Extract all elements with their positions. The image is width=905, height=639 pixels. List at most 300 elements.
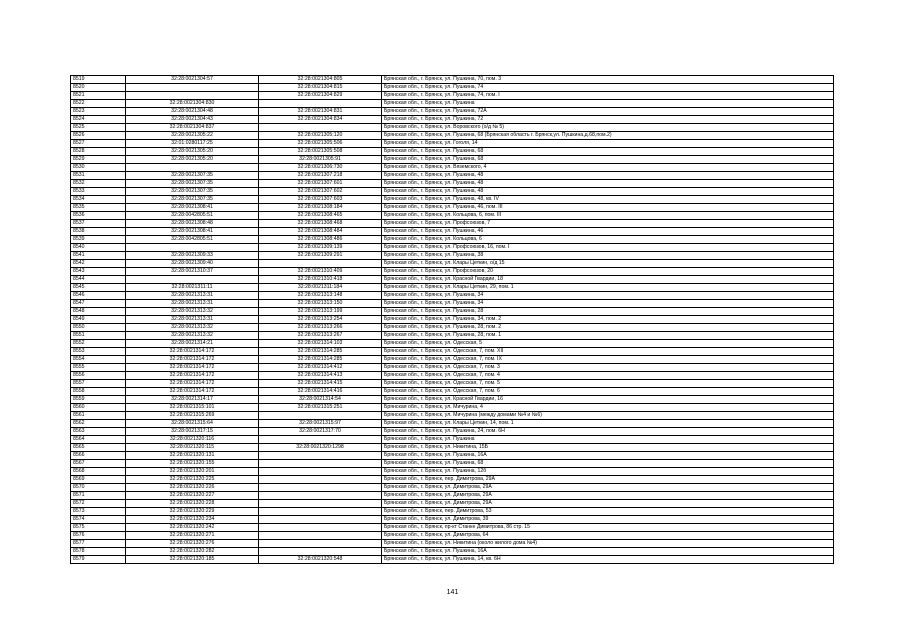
address-cell: Брянская обл., г. Брянск, ул. Профсоюзов, 20 [382,268,834,276]
table-row [71,100,834,108]
row-number-cell: 8570 [71,484,126,492]
address-cell: Брянская обл., г. Брянск, ул. Кольцова, 6, пом. III [382,212,834,220]
table-row [71,412,834,420]
table-row [71,212,834,220]
object-number-cell: 32:28:0021310:418 [259,276,382,284]
table-row [71,444,834,452]
parcel-number-cell: 32:28:0021305:22 [126,132,259,140]
object-number-cell: 32:28:0021309:291 [259,252,382,260]
row-number-cell: 8576 [71,532,126,540]
parcel-number-cell: 32:28:0021314:172 [126,348,259,356]
table-row [71,540,834,548]
table-row [71,76,834,84]
address-cell: Брянская обл., г. Брянск, ул. Пушкина, 38 [382,252,834,260]
table-row [71,388,834,396]
parcel-number-cell: 32:28:0021315:269 [126,412,259,420]
address-cell: Брянская обл., г. Брянск, ул. Кольцова, 6 [382,236,834,244]
object-number-cell: 32:28:0021308:484 [259,228,382,236]
address-cell: Брянская обл., г. Брянск, ул. Пушкина, 28, пом. 1 [382,332,834,340]
row-number-cell: 8561 [71,412,126,420]
parcel-number-cell: 32:28:0021320:225 [126,476,259,484]
table-row [71,508,834,516]
object-number-cell: 32:28:0021305:120 [259,132,382,140]
parcel-number-cell [126,92,259,100]
row-number-cell: 8547 [71,300,126,308]
address-cell: Брянская обл., г. Брянск, ул. Пушкина [382,100,834,108]
table-row [71,476,834,484]
parcel-number-cell: 32:28:0021320:116 [126,436,259,444]
row-number-cell: 8532 [71,180,126,188]
table-row [71,244,834,252]
parcel-number-cell: 32:28:0021320:226 [126,484,259,492]
row-number-cell: 8539 [71,236,126,244]
row-number-cell: 8548 [71,308,126,316]
parcel-number-cell [126,276,259,284]
row-number-cell: 8579 [71,556,126,564]
parcel-number-cell: 32:28:0021310:37 [126,268,259,276]
address-cell: Брянская обл., г. Брянск, ул. Одесская, 5 [382,340,834,348]
row-number-cell: 8524 [71,116,126,124]
table-row [71,300,834,308]
address-cell: Брянская обл., г. Брянск, ул. Пушкина, 68 [382,156,834,164]
parcel-number-cell: 32:28:0021304:830 [126,100,259,108]
table-row [71,332,834,340]
row-number-cell: 8534 [71,196,126,204]
address-cell: Брянская обл., г. Брянск, ул. Димитрова, 29А [382,492,834,500]
address-cell: Брянская обл., г. Брянск, ул. Пушкина, 16А [382,548,834,556]
parcel-number-cell: 32:28:0021314:172 [126,372,259,380]
table-row [71,140,834,148]
address-cell: Брянская обл., г. Брянск, ул. Димитрова, 64 [382,532,834,540]
parcel-number-cell: 32:28:0021313:31 [126,316,259,324]
table-row [71,172,834,180]
row-number-cell: 8559 [71,396,126,404]
table-row [71,116,834,124]
table-row [71,284,834,292]
address-cell: Брянская обл., г. Брянск, ул. Пушкина, 72А [382,108,834,116]
object-number-cell: 32:28:0021310:409 [259,268,382,276]
table-row [71,236,834,244]
parcel-number-cell: 32:28:0021305:20 [126,148,259,156]
table-row [71,532,834,540]
parcel-number-cell: 32:01:0280117:25 [126,140,259,148]
row-number-cell: 8553 [71,348,126,356]
parcel-number-cell: 32:28:0021304:48 [126,108,259,116]
object-number-cell [259,524,382,532]
object-number-cell: 32:28:0021314:285 [259,356,382,364]
object-number-cell [259,468,382,476]
address-cell: Брянская обл., г. Брянск, ул. Пушкина, 34 [382,292,834,300]
row-number-cell: 8529 [71,156,126,164]
row-number-cell: 8567 [71,460,126,468]
address-cell: Брянская обл., г. Брянск, ул. Профсоюзов, 16, пом. I [382,244,834,252]
address-cell: Брянская обл., г. Брянск, ул. Пушкина, 28, пом. 2 [382,324,834,332]
object-number-cell: 32:28:0021307:602 [259,188,382,196]
address-cell: Брянская обл., г. Брянск, ул. Одесская, 7, пом. 4 [382,372,834,380]
address-cell: Брянская обл., г. Брянск, ул. Пушкина, 68 [382,148,834,156]
object-number-cell: 32:28:0021320:1298 [259,444,382,452]
parcel-number-cell: 32:28:0042805:51 [126,212,259,220]
parcel-number-cell: 32:28:0021309:40 [126,260,259,268]
row-number-cell: 8522 [71,100,126,108]
row-number-cell: 8557 [71,380,126,388]
parcel-number-cell: 32:28:0021320:131 [126,452,259,460]
parcel-number-cell [126,244,259,252]
row-number-cell: 8523 [71,108,126,116]
parcel-number-cell: 32:28:0021307:35 [126,172,259,180]
row-number-cell: 8536 [71,212,126,220]
object-number-cell: 32:28:0021314:413 [259,372,382,380]
address-cell: Брянская обл., г. Брянск, ул. Пушкина, 68 (Брянская область г. Брянск,ул. Пушкина,д.68,пом.2) [382,132,834,140]
object-number-cell: 32:28:0021317:70 [259,428,382,436]
object-number-cell: 32:28:0021304:831 [259,108,382,116]
table-row [71,460,834,468]
row-number-cell: 8531 [71,172,126,180]
object-number-cell: 32:28:0021305:91 [259,156,382,164]
parcel-number-cell: 32:28:0021320:276 [126,540,259,548]
parcel-number-cell: 32:28:0021314:172 [126,364,259,372]
parcel-number-cell: 32:28:0021320:227 [126,492,259,500]
object-number-cell [259,100,382,108]
parcel-number-cell: 32:28:0021307:35 [126,180,259,188]
table-row [71,92,834,100]
address-cell: Брянская обл., г. Брянск, ул. Клары Цеткин, о/д 15 [382,260,834,268]
parcel-number-cell: 32:28:0021320:234 [126,516,259,524]
table-row [71,164,834,172]
row-number-cell: 8555 [71,364,126,372]
table-row [71,516,834,524]
table-row [71,484,834,492]
address-cell: Брянская обл., г. Брянск, ул. Пушкина, 68 [382,460,834,468]
row-number-cell: 8533 [71,188,126,196]
row-number-cell: 8566 [71,452,126,460]
table-row [71,500,834,508]
table-row [71,316,834,324]
row-number-cell: 8537 [71,220,126,228]
parcel-number-cell: 32:28:0021304:837 [126,124,259,132]
address-cell: Брянская обл., г. Брянск, ул. Красной Гвардии, 16 [382,396,834,404]
table-row [71,180,834,188]
address-cell: Брянская обл., г. Брянск, ул. Одесская, 7, пом. IX [382,356,834,364]
address-cell: Брянская обл., г. Брянск, ул. Димитрова, 29А [382,484,834,492]
address-cell: Брянская обл., г. Брянск, пер. Димитрова, 29А [382,476,834,484]
parcel-number-cell: 32:28:0042805:51 [126,236,259,244]
table-row [71,228,834,236]
address-cell: Брянская обл., г. Брянск, ул. Пушкина, 74, пом. I [382,92,834,100]
address-cell: Брянская обл., г. Брянск, ул. Никитина, 15Б [382,444,834,452]
table-row [71,340,834,348]
row-number-cell: 8543 [71,268,126,276]
object-number-cell: 32:28:0021314:412 [259,364,382,372]
parcel-number-cell: 32:28:0021320:242 [126,524,259,532]
row-number-cell: 8546 [71,292,126,300]
row-number-cell: 8551 [71,332,126,340]
row-number-cell: 8538 [71,228,126,236]
table-row [71,548,834,556]
row-number-cell: 8572 [71,500,126,508]
object-number-cell: 32:28:0021314:415 [259,380,382,388]
table-row [71,132,834,140]
object-number-cell [259,548,382,556]
parcel-number-cell: 32:28:0021313:32 [126,308,259,316]
row-number-cell: 8540 [71,244,126,252]
object-number-cell: 32:28:0021311:184 [259,284,382,292]
object-number-cell: 32:28:0021308:468 [259,220,382,228]
address-cell: Брянская обл., г. Брянск, ул. Пушкина, 46 [382,228,834,236]
parcel-number-cell: 32:28:0021314:172 [126,388,259,396]
table-row [71,196,834,204]
parcel-number-cell: 32:28:0021320:201 [126,468,259,476]
row-number-cell: 8571 [71,492,126,500]
row-number-cell: 8554 [71,356,126,364]
row-number-cell: 8575 [71,524,126,532]
address-cell: Брянская обл., г. Брянск, ул. Пушкина, 34, пом. 2 [382,316,834,324]
parcel-number-cell: 32:28:0021309:33 [126,252,259,260]
parcel-number-cell: 32:28:0021313:31 [126,300,259,308]
row-number-cell: 8577 [71,540,126,548]
table-row [71,252,834,260]
parcel-number-cell: 32:28:0021314:172 [126,380,259,388]
table-row [71,356,834,364]
table-row [71,364,834,372]
row-number-cell: 8573 [71,508,126,516]
address-cell: Брянская обл., г. Брянск, ул. Пушкина, 28 [382,308,834,316]
address-cell: Брянская обл., г. Брянск, ул. Пушкина, 74 [382,84,834,92]
parcel-number-cell: 32:28:0021314:172 [126,356,259,364]
table-row [71,372,834,380]
object-number-cell: 32:28:0021306:730 [259,164,382,172]
address-cell: Брянская обл., г. Брянск, ул. Никитина (около жилого дома №4) [382,540,834,548]
object-number-cell: 32:28:0021315:251 [259,404,382,412]
registry-table-body [71,76,834,564]
object-number-cell [259,260,382,268]
table-row [71,428,834,436]
object-number-cell [259,476,382,484]
row-number-cell: 8560 [71,404,126,412]
parcel-number-cell: 32:28:0021320:229 [126,508,259,516]
parcel-number-cell: 32:28:0021308:41 [126,228,259,236]
object-number-cell: 32:28:0021304:829 [259,92,382,100]
parcel-number-cell: 32:28:0021315:64 [126,420,259,428]
row-number-cell: 8521 [71,92,126,100]
object-number-cell [259,540,382,548]
address-cell: Брянская обл., г. Брянск, ул. Клары Цеткин, 14, пом. 1 [382,420,834,428]
address-cell: Брянская обл., г. Брянск, ул. Одесская, 7, пом. 3 [382,364,834,372]
table-row [71,108,834,116]
row-number-cell: 8552 [71,340,126,348]
table-row [71,292,834,300]
address-cell: Брянская обл., г. Брянск, ул. Профсоюзов, 7 [382,220,834,228]
address-cell: Брянская обл., г. Брянск, ул. Пушкина, 48 [382,172,834,180]
object-number-cell [259,492,382,500]
row-number-cell: 8541 [71,252,126,260]
row-number-cell: 8528 [71,148,126,156]
address-cell: Брянская обл., г. Брянск, ул. Красной Гвардии, 18 [382,276,834,284]
parcel-number-cell [126,164,259,172]
parcel-number-cell: 32:28:0021320:155 [126,460,259,468]
parcel-number-cell: 32:28:0021320:115 [126,444,259,452]
row-number-cell: 8535 [71,204,126,212]
address-cell: Брянская обл., г. Брянск, ул. Пушкина, 46, пом. III [382,204,834,212]
table-row [71,260,834,268]
parcel-number-cell: 32:28:0021304:57 [126,76,259,84]
object-number-cell: 32:28:0021313:199 [259,308,382,316]
row-number-cell: 8520 [71,84,126,92]
parcel-number-cell: 32:28:0021313:31 [126,292,259,300]
table-row [71,404,834,412]
parcel-number-cell [126,84,259,92]
table-row [71,188,834,196]
row-number-cell: 8527 [71,140,126,148]
address-cell: Брянская обл., г. Брянск, ул. Пушкина, 72 [382,116,834,124]
row-number-cell: 8574 [71,516,126,524]
row-number-cell: 8564 [71,436,126,444]
table-row [71,396,834,404]
table-row [71,220,834,228]
object-number-cell: 32:28:0021307:601 [259,180,382,188]
object-number-cell: 32:28:0021308:465 [259,212,382,220]
address-cell: Брянская обл., г. Брянск, ул. Димитрова, 39 [382,516,834,524]
address-cell: Брянская обл., г. Брянск, ул. Пушкина, 14, кв. 6Н [382,556,834,564]
table-row [71,324,834,332]
row-number-cell: 8569 [71,476,126,484]
object-number-cell: 32:28:0021304:805 [259,76,382,84]
row-number-cell: 8542 [71,260,126,268]
table-row [71,124,834,132]
object-number-cell: 32:28:0021305:508 [259,148,382,156]
object-number-cell: 32:28:0021314:54 [259,396,382,404]
object-number-cell: 32:28:0021304:815 [259,84,382,92]
address-cell: Брянская обл., г. Брянск, ул. Пушкина [382,436,834,444]
table-row [71,468,834,476]
row-number-cell: 8519 [71,76,126,84]
parcel-number-cell: 32:28:0021314:21 [126,340,259,348]
address-cell: Брянская обл., г. Брянск, ул. Пушкина, 24, пом. 6Н [382,428,834,436]
parcel-number-cell: 32:28:0021313:32 [126,332,259,340]
row-number-cell: 8565 [71,444,126,452]
address-cell: Брянская обл., г. Брянск, ул. Одесская, 7, пом. XII [382,348,834,356]
parcel-number-cell: 32:28:0021315:101 [126,404,259,412]
object-number-cell [259,436,382,444]
address-cell: Брянская обл., г. Брянск, ул. Воровского (о/д № 5) [382,124,834,132]
table-row [71,556,834,564]
address-cell: Брянская обл., г. Брянск, пер. Димитрова, 53 [382,508,834,516]
address-cell: Брянская обл., г. Брянск, ул. Одесская, 7, пом. 6 [382,388,834,396]
object-number-cell [259,532,382,540]
object-number-cell [259,460,382,468]
row-number-cell: 8544 [71,276,126,284]
object-number-cell: 32:28:0021320:548 [259,556,382,564]
page-number: 141 [446,589,459,596]
table-row [71,156,834,164]
table-row [71,276,834,284]
address-cell: Брянская обл., г. Брянск, ул. Клары Цеткин, 29, пом. 1 [382,284,834,292]
row-number-cell: 8563 [71,428,126,436]
object-number-cell: 32:28:0021307:218 [259,172,382,180]
parcel-number-cell: 32:28:0021320:185 [126,556,259,564]
object-number-cell [259,484,382,492]
table-row [71,436,834,444]
row-number-cell: 8550 [71,324,126,332]
parcel-number-cell: 32:28:0021311:11 [126,284,259,292]
address-cell: Брянская обл., г. Брянск, ул. Вяземского, 4 [382,164,834,172]
object-number-cell [259,124,382,132]
object-number-cell: 32:28:0021315:97 [259,420,382,428]
address-cell: Брянская обл., г. Брянск, ул. Пушкина, 70, пом. 3 [382,76,834,84]
address-cell: Брянская обл., г. Брянск, ул. Пушкина, 48, кв. IV [382,196,834,204]
parcel-number-cell: 32:28:0021307:35 [126,188,259,196]
table-row [71,204,834,212]
row-number-cell: 8525 [71,124,126,132]
table-row [71,268,834,276]
table-row [71,348,834,356]
parcel-number-cell: 32:28:0021308:41 [126,204,259,212]
table-row [71,420,834,428]
object-number-cell: 32:28:0021314:285 [259,348,382,356]
registry-table [70,75,834,564]
parcel-number-cell: 32:28:0021320:271 [126,532,259,540]
parcel-number-cell: 32:28:0021314:17 [126,396,259,404]
object-number-cell: 32:28:0021308:486 [259,236,382,244]
row-number-cell: 8562 [71,420,126,428]
table-row [71,524,834,532]
table-row [71,492,834,500]
object-number-cell: 32:28:0021313:254 [259,316,382,324]
row-number-cell: 8549 [71,316,126,324]
table-row [71,452,834,460]
parcel-number-cell: 32:28:0021304:43 [126,116,259,124]
object-number-cell [259,508,382,516]
address-cell: Брянская обл., г. Брянск, пр-кт Станке Димитрова, 86 стр. 15 [382,524,834,532]
object-number-cell [259,516,382,524]
row-number-cell: 8545 [71,284,126,292]
object-number-cell [259,500,382,508]
object-number-cell: 32:28:0021314:416 [259,388,382,396]
object-number-cell: 32:28:0021304:834 [259,116,382,124]
parcel-number-cell: 32:28:0021313:32 [126,324,259,332]
parcel-number-cell: 32:28:0021317:15 [126,428,259,436]
table-row [71,84,834,92]
object-number-cell: 32:28:0021314:103 [259,340,382,348]
table-row [71,380,834,388]
object-number-cell [259,452,382,460]
object-number-cell: 32:28:0021313:150 [259,300,382,308]
table-row [71,308,834,316]
row-number-cell: 8578 [71,548,126,556]
parcel-number-cell: 32:28:0021308:48 [126,220,259,228]
row-number-cell: 8558 [71,388,126,396]
row-number-cell: 8530 [71,164,126,172]
object-number-cell: 32:28:0021307:603 [259,196,382,204]
object-number-cell: 32:28:0021313:148 [259,292,382,300]
row-number-cell: 8526 [71,132,126,140]
address-cell: Брянская обл., г. Брянск, ул. Пушкина, 34 [382,300,834,308]
row-number-cell: 8556 [71,372,126,380]
address-cell: Брянская обл., г. Брянск, ул. Пушкина, 48 [382,188,834,196]
address-cell: Брянская обл., г. Брянск, ул. Мичурина (между домами №4 и №6) [382,412,834,420]
object-number-cell: 32:28:0021308:184 [259,204,382,212]
address-cell: Брянская обл., г. Брянск, ул. Димитрова, 29А [382,500,834,508]
address-cell: Брянская обл., г. Брянск, ул. Гоголя, 14 [382,140,834,148]
object-number-cell: 32:28:0021309:139 [259,244,382,252]
table-row [71,148,834,156]
object-number-cell: 32:28:0021305:506 [259,140,382,148]
object-number-cell: 32:28:0021313:267 [259,332,382,340]
address-cell: Брянская обл., г. Брянск, ул. Пушкина, 12б [382,468,834,476]
parcel-number-cell: 32:28:0021320:282 [126,548,259,556]
object-number-cell [259,412,382,420]
address-cell: Брянская обл., г. Брянск, ул. Одесская, 7, пом. 5 [382,380,834,388]
